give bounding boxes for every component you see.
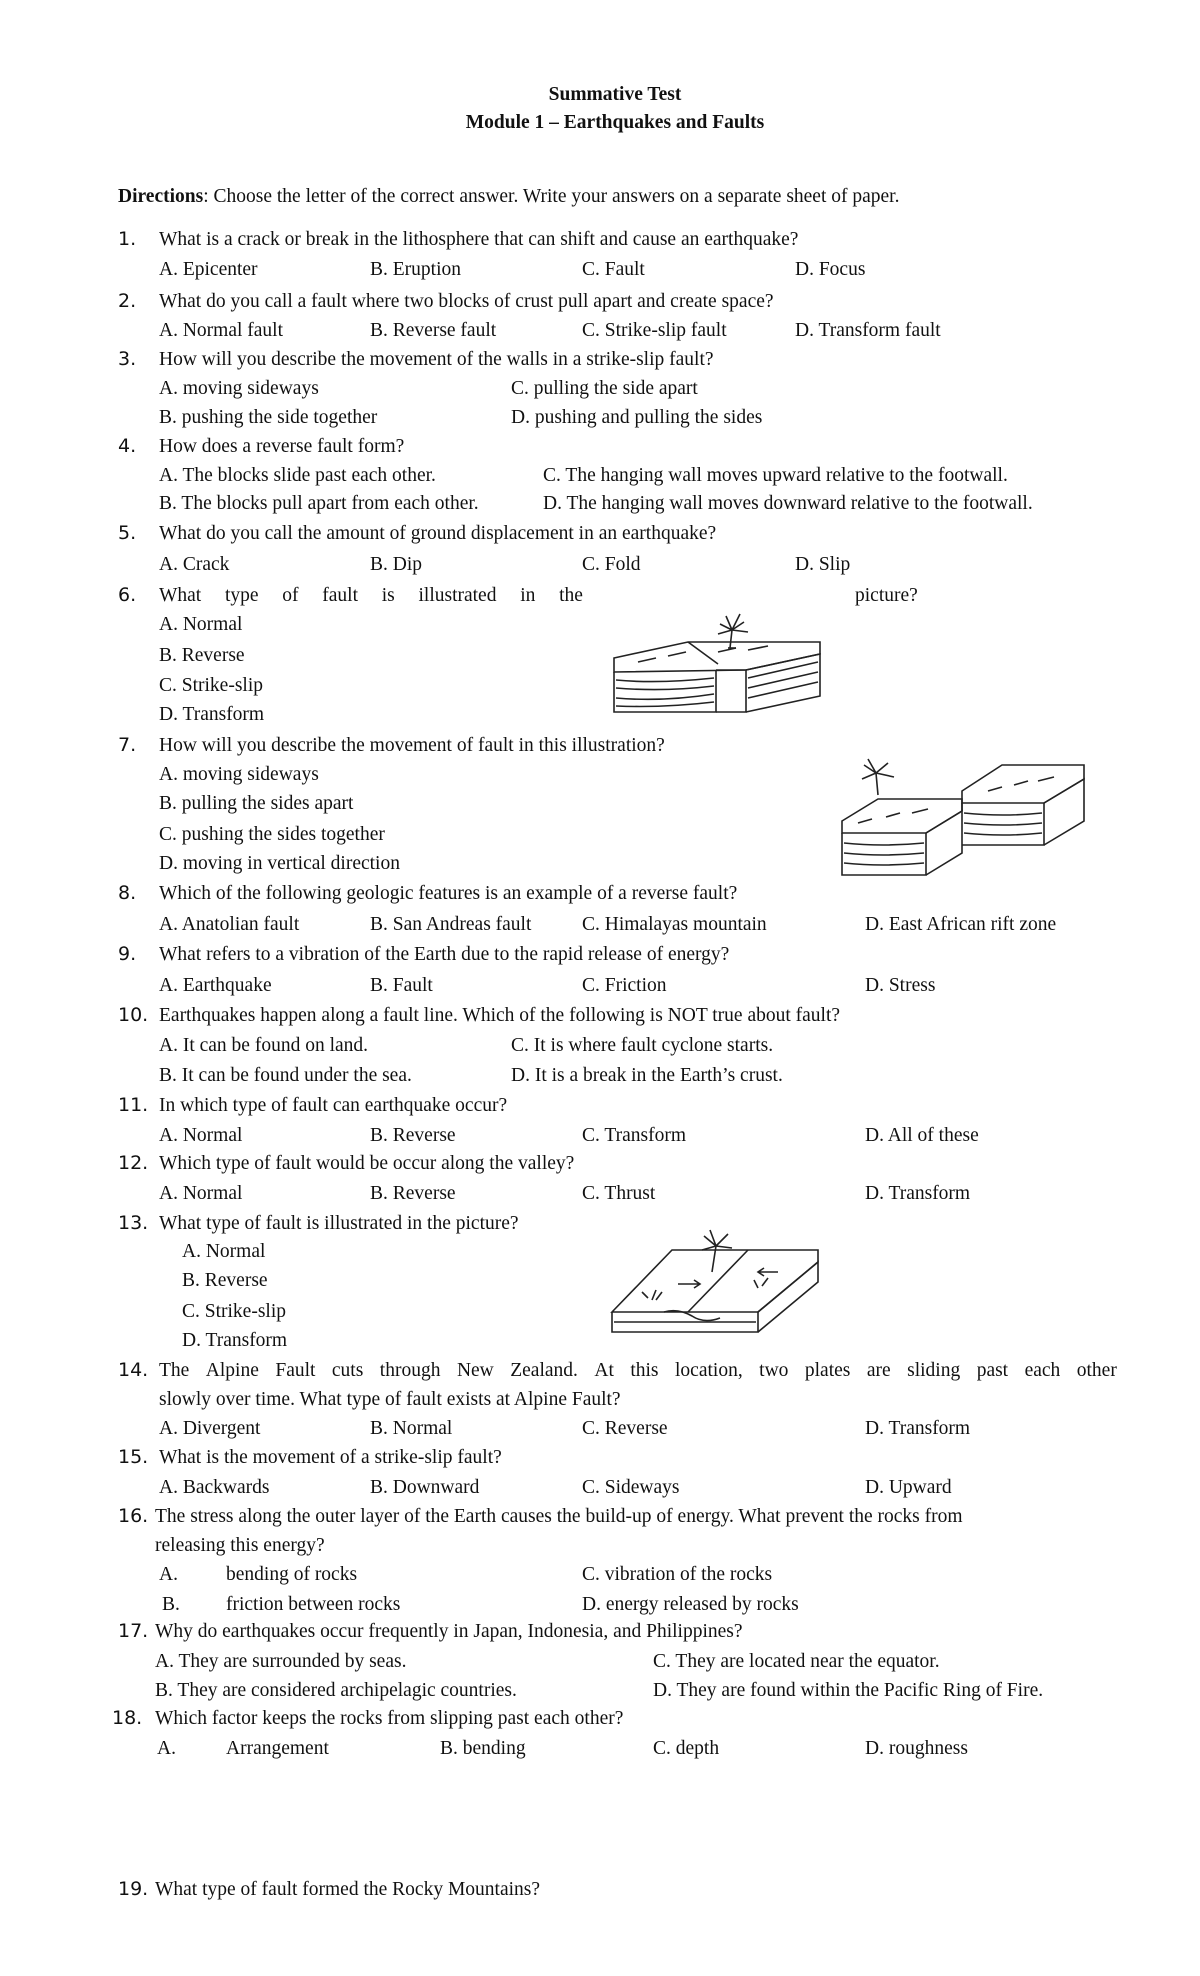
- option-b: B. Reverse: [182, 1270, 268, 1291]
- fault-block-diagram-q6: [608, 600, 828, 725]
- question-number: 3.: [118, 348, 137, 370]
- question-text: How will you describe the movement of the walls in a strike-slip fault?: [159, 349, 714, 370]
- word: two: [759, 1360, 789, 1381]
- option-a: A. Backwards: [159, 1477, 270, 1498]
- question-text: What do you call the amount of ground displacement in an earthquake?: [159, 523, 717, 544]
- question-text: What type of fault formed the Rocky Mountains?: [155, 1879, 541, 1900]
- question-text: What is a crack or break in the lithosphere that can shift and cause an earthquake?: [159, 229, 799, 250]
- word: past: [976, 1360, 1009, 1381]
- word: sliding: [907, 1360, 961, 1381]
- option-a: A. Divergent: [159, 1418, 261, 1439]
- option-c: C. pushing the sides together: [159, 824, 385, 845]
- question-text: What is the movement of a strike-slip fault?: [159, 1447, 502, 1468]
- option-c: C. They are located near the equator.: [653, 1651, 940, 1672]
- question-number: 16.: [118, 1505, 149, 1527]
- question-text-line-2: slowly over time. What type of fault exists at Alpine Fault?: [159, 1389, 621, 1410]
- word: What: [159, 585, 202, 606]
- option-d: D. roughness: [865, 1738, 968, 1759]
- option-c: C. Reverse: [582, 1418, 668, 1439]
- question-number: 9.: [118, 943, 137, 965]
- option-b: B. Normal: [370, 1418, 453, 1439]
- fault-block-diagram-q13: [608, 1228, 828, 1340]
- word: The: [159, 1360, 190, 1381]
- word: location,: [675, 1360, 743, 1381]
- question-number: 5.: [118, 522, 137, 544]
- option-c: C. pulling the side apart: [511, 378, 698, 399]
- word: other: [1076, 1360, 1117, 1381]
- option-b: B. Dip: [370, 554, 423, 575]
- question-number: 12.: [118, 1152, 149, 1174]
- option-a: A.: [157, 1738, 176, 1759]
- option-b: B. pulling the sides apart: [159, 793, 354, 814]
- word: Fault: [275, 1360, 316, 1381]
- option-c: C. Transform: [582, 1125, 687, 1146]
- word: illustrated: [418, 585, 497, 606]
- word: the: [559, 585, 583, 606]
- option-c: C. Strike-slip: [182, 1301, 287, 1322]
- question-text: Which type of fault would be occur along the valley?: [159, 1153, 575, 1174]
- option-b: B. They are considered archipelagic countries.: [155, 1680, 517, 1701]
- directions-label: Directions: [118, 186, 204, 207]
- option-a: A. They are surrounded by seas.: [155, 1651, 407, 1672]
- question-text: Which factor keeps the rocks from slipping past each other?: [155, 1708, 624, 1729]
- option-d: D. Transform: [865, 1418, 971, 1439]
- option-a: A. Epicenter: [159, 259, 258, 280]
- option-c: C. Sideways: [582, 1477, 680, 1498]
- word: in: [520, 585, 536, 606]
- option-a: A. Normal: [182, 1241, 266, 1262]
- option-a: A. The blocks slide past each other.: [159, 465, 436, 486]
- option-d: D. All of these: [865, 1125, 979, 1146]
- option-d: D. Transform: [865, 1183, 971, 1204]
- option-d: D. Focus: [795, 259, 866, 280]
- option-a: A. Normal: [159, 614, 243, 635]
- option-b: B. pushing the side together: [159, 407, 378, 428]
- option-a: A. moving sideways: [159, 378, 319, 399]
- option-d: D. Transform: [159, 704, 265, 725]
- question-text: Which of the following geologic features is an example of a reverse fault?: [159, 883, 738, 904]
- option-c: C. Fault: [582, 259, 645, 280]
- question-number: 19.: [118, 1878, 149, 1900]
- option-b: B. bending: [440, 1738, 526, 1759]
- option-b: B. Downward: [370, 1477, 480, 1498]
- question-number: 7.: [118, 734, 137, 756]
- option-c: C. depth: [653, 1738, 720, 1759]
- fault-block-diagram-q7: [838, 755, 1088, 880]
- word: through: [379, 1360, 441, 1381]
- option-d: D. Transform: [182, 1330, 288, 1351]
- option-b: B.: [162, 1594, 180, 1615]
- word: Zealand.: [510, 1360, 578, 1381]
- option-c: C. Strike-slip fault: [582, 320, 727, 341]
- word: plates: [804, 1360, 851, 1381]
- option-a: A. It can be found on land.: [159, 1035, 369, 1056]
- word: New: [456, 1360, 494, 1381]
- option-c: C. The hanging wall moves upward relative to the footwall.: [543, 465, 1008, 486]
- word: this: [630, 1360, 659, 1381]
- question-text: [159, 1360, 1117, 1382]
- word: of: [282, 585, 299, 606]
- directions-text: : Choose the letter of the correct answer. Write your answers on a separate sheet of paper.: [203, 186, 900, 207]
- module-subtitle: Module 1 – Earthquakes and Faults: [465, 112, 765, 133]
- question-number: 2.: [118, 290, 137, 312]
- option-d: D. pushing and pulling the sides: [511, 407, 763, 428]
- option-d: D. They are found within the Pacific Ring of Fire.: [653, 1680, 1044, 1701]
- option-a: A. Normal fault: [159, 320, 284, 341]
- option-b: B. Reverse fault: [370, 320, 497, 341]
- option-d: D. It is a break in the Earth’s crust.: [511, 1065, 783, 1086]
- word: fault: [322, 585, 358, 606]
- option-a-text: Arrangement: [226, 1738, 329, 1759]
- directions: [118, 186, 899, 208]
- question-text-end: picture?: [855, 585, 918, 606]
- question-number: 10.: [118, 1004, 149, 1026]
- question-text: [159, 585, 583, 607]
- question-text: Earthquakes happen along a fault line. Which of the following is NOT true about fault?: [159, 1005, 841, 1026]
- option-a: A.: [159, 1564, 178, 1585]
- question-number: 14.: [118, 1359, 149, 1381]
- option-b: B. It can be found under the sea.: [159, 1065, 412, 1086]
- word: Alpine: [205, 1360, 259, 1381]
- word: are: [866, 1360, 891, 1381]
- question-number: 18.: [112, 1707, 143, 1729]
- question-number: 17.: [118, 1620, 149, 1642]
- option-c: C. Fold: [582, 554, 641, 575]
- question-number: 15.: [118, 1446, 149, 1468]
- option-b: B. Reverse: [370, 1183, 456, 1204]
- option-a: A. moving sideways: [159, 764, 319, 785]
- question-text: The stress along the outer layer of the Earth causes the build-up of energy. What prevent the rocks from: [155, 1506, 963, 1527]
- word: cuts: [331, 1360, 364, 1381]
- question-number: 1.: [118, 228, 137, 250]
- option-b: B. Reverse: [370, 1125, 456, 1146]
- question-number: 8.: [118, 882, 137, 904]
- question-text: In which type of fault can earthquake occur?: [159, 1095, 508, 1116]
- option-c: C. vibration of the rocks: [582, 1564, 773, 1585]
- option-d: D. Transform fault: [795, 320, 941, 341]
- option-c: C. Thrust: [582, 1183, 656, 1204]
- option-d: D. The hanging wall moves downward relative to the footwall.: [543, 493, 1033, 514]
- option-d: D. East African rift zone: [865, 914, 1057, 935]
- option-b: B. Fault: [370, 975, 433, 996]
- option-b: B. The blocks pull apart from each other.: [159, 493, 479, 514]
- question-text: What do you call a fault where two blocks of crust pull apart and create space?: [159, 291, 774, 312]
- option-c: C. Friction: [582, 975, 667, 996]
- option-a: A. Normal: [159, 1125, 243, 1146]
- word: is: [381, 585, 395, 606]
- option-a: A. Normal: [159, 1183, 243, 1204]
- option-b: B. Eruption: [370, 259, 461, 280]
- option-d: D. Upward: [865, 1477, 952, 1498]
- question-number: 4.: [118, 435, 137, 457]
- word: type: [224, 585, 259, 606]
- option-a: A. Earthquake: [159, 975, 272, 996]
- question-number: 6.: [118, 584, 137, 606]
- question-text: How does a reverse fault form?: [159, 436, 405, 457]
- question-text: What type of fault is illustrated in the picture?: [159, 1213, 519, 1234]
- option-b-text: friction between rocks: [226, 1594, 401, 1615]
- question-text: Why do earthquakes occur frequently in Japan, Indonesia, and Philippines?: [155, 1621, 743, 1642]
- option-d: D. energy released by rocks: [582, 1594, 799, 1615]
- option-a-text: bending of rocks: [226, 1564, 358, 1585]
- word: At: [594, 1360, 614, 1381]
- option-d: D. Stress: [865, 975, 936, 996]
- option-c: C. It is where fault cyclone starts.: [511, 1035, 774, 1056]
- option-d: D. moving in vertical direction: [159, 853, 400, 874]
- question-text: How will you describe the movement of fault in this illustration?: [159, 735, 665, 756]
- option-a: A. Anatolian fault: [159, 914, 300, 935]
- question-text-line-2: releasing this energy?: [155, 1535, 325, 1556]
- question-text: What refers to a vibration of the Earth due to the rapid release of energy?: [159, 944, 730, 965]
- test-title: Summative Test: [548, 84, 682, 105]
- option-c: C. Himalayas mountain: [582, 914, 767, 935]
- option-a: A. Crack: [159, 554, 230, 575]
- question-number: 13.: [118, 1212, 149, 1234]
- option-d: D. Slip: [795, 554, 851, 575]
- question-number: 11.: [118, 1094, 149, 1116]
- word: each: [1024, 1360, 1061, 1381]
- option-c: C. Strike-slip: [159, 675, 264, 696]
- option-b: B. Reverse: [159, 645, 245, 666]
- option-b: B. San Andreas fault: [370, 914, 532, 935]
